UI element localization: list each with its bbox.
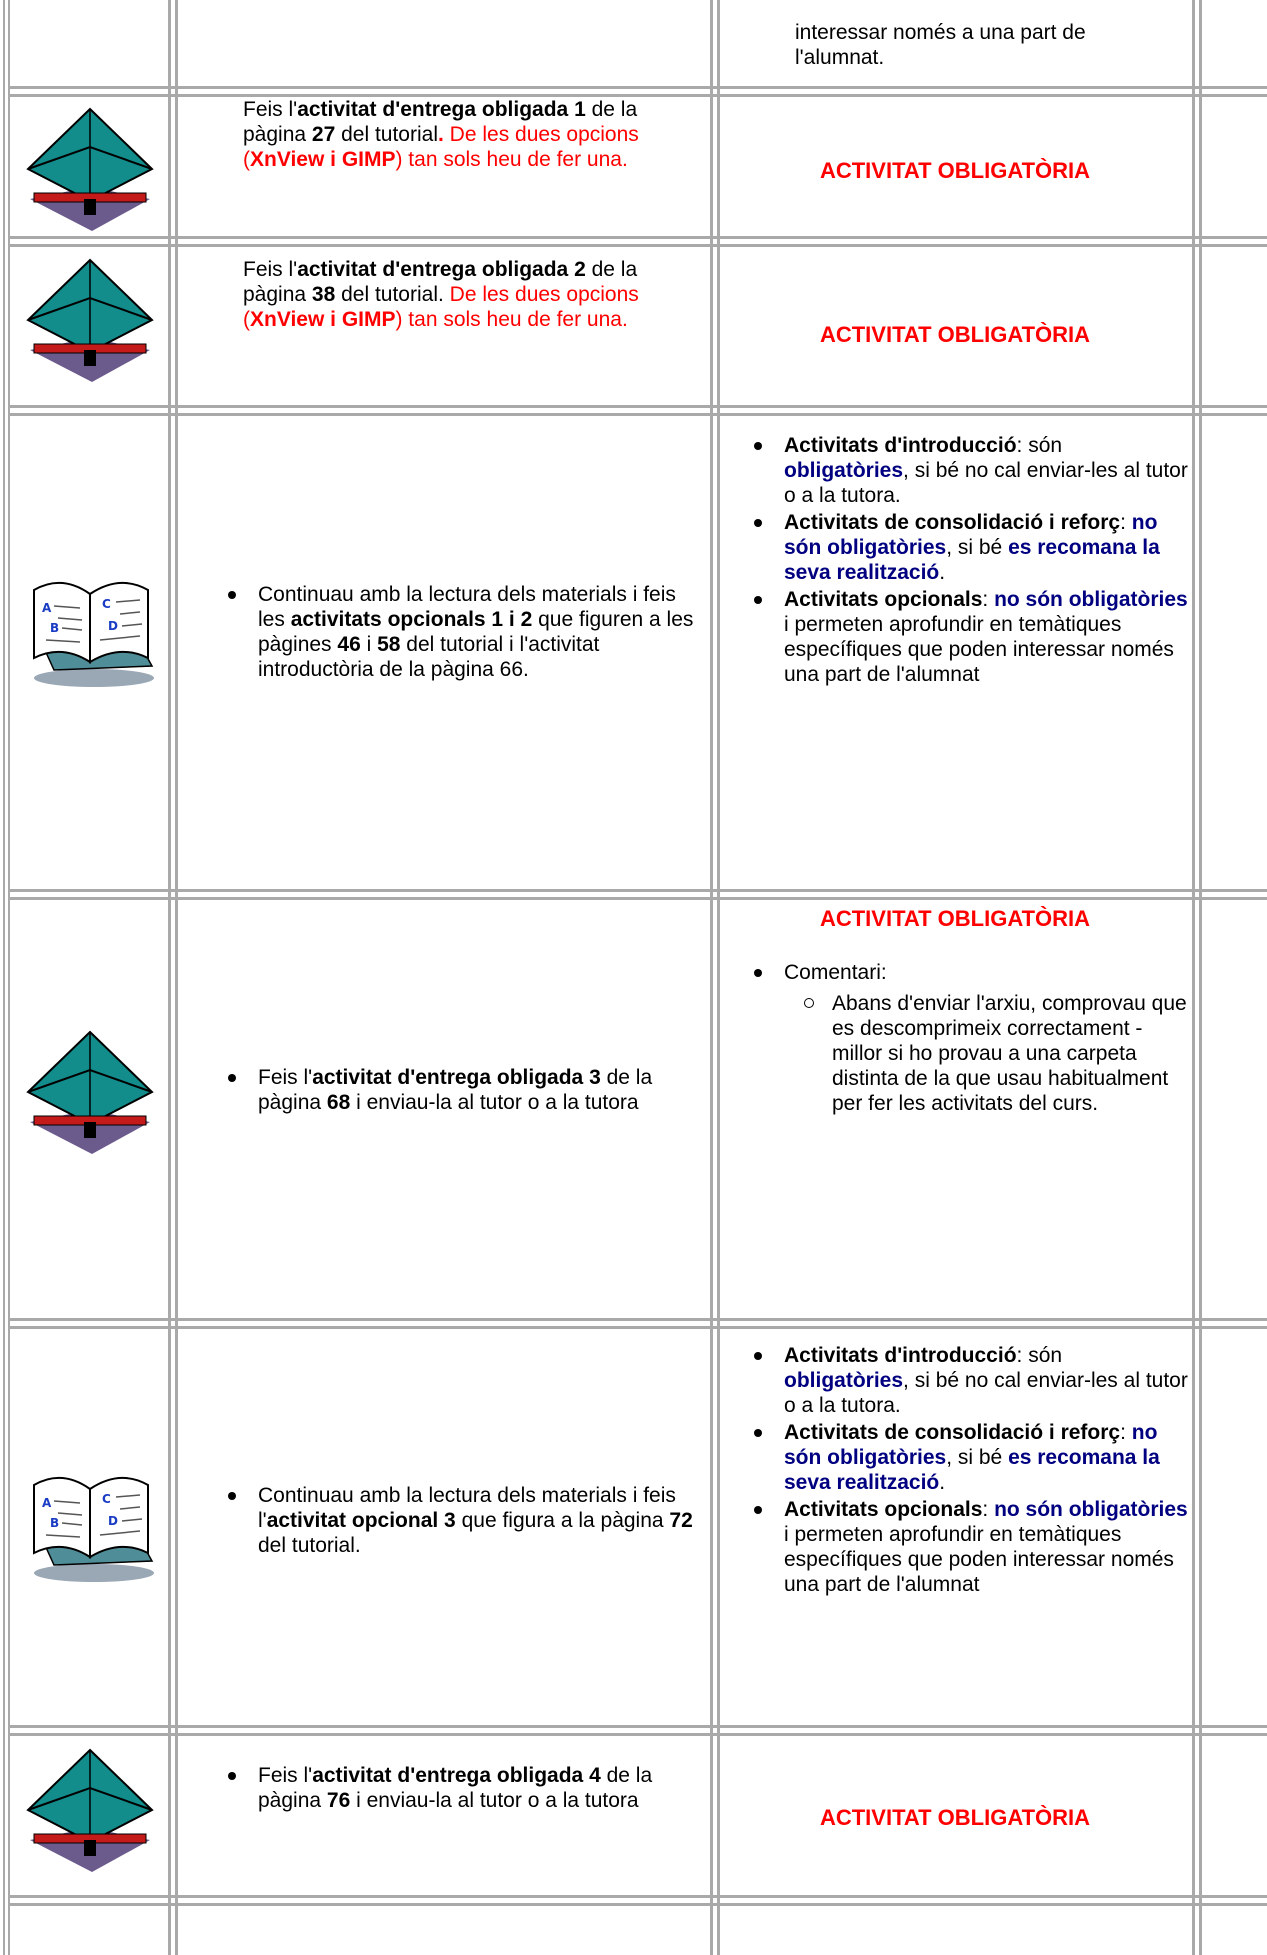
legend-item-intro: Activitats d'introducció: són obligatòries, si bé no cal enviar-les al tutor o a la tutora.: [738, 1343, 1190, 1418]
row0-description: [795, 20, 1185, 70]
page-number: 38: [311, 283, 336, 306]
svg-text:D: D: [108, 619, 118, 633]
row-divider-4: [8, 244, 1267, 247]
row5-description: [212, 1483, 702, 1558]
legend-item-consolidation: Activitats de consolidació i reforç: no són obligatòries, si bé es recomana la seva realització.: [738, 510, 1190, 585]
row-divider-3: [8, 236, 1267, 239]
row-divider-9: [8, 1318, 1267, 1321]
row3-activity-legend: [738, 433, 1190, 687]
svg-text:A: A: [42, 601, 52, 615]
svg-text:C: C: [102, 597, 111, 611]
svg-text:D: D: [108, 1514, 118, 1528]
row6-status-badge: ACTIVITAT OBLIGATÒRIA: [819, 1805, 1091, 1830]
row-divider-8: [8, 897, 1267, 900]
column-divider-4: [717, 0, 720, 1955]
svg-text:B: B: [50, 1516, 60, 1530]
row4-comment: [738, 960, 1190, 1116]
mail-send-icon: [20, 258, 160, 383]
row1-status-badge: ACTIVITAT OBLIGATÒRIA: [819, 158, 1091, 183]
row1-description: Feis l'activitat d'entrega obligada 1 de la pàgina 27 del tutorial. De les dues opcions (XnView i GIMP) tan sols heu de fer una.: [243, 98, 639, 171]
column-divider-5: [1192, 0, 1195, 1955]
column-divider-3: [710, 0, 713, 1955]
svg-text:C: C: [102, 1492, 111, 1506]
column-divider-2: [175, 0, 178, 1955]
row-divider-1: [8, 86, 1267, 89]
list-item: Feis l'activitat d'entrega obligada 3 de la pàgina 68 i enviau-la al tutor o a la tutora: [212, 1065, 702, 1115]
row2-description: Feis l'activitat d'entrega obligada 2 de la pàgina 38 del tutorial. De les dues opcions (XnView i GIMP) tan sols heu de fer una.: [243, 258, 639, 331]
legend-item-intro: Activitats d'introducció: són obligatòries, si bé no cal enviar-les al tutor o a la tutora.: [738, 433, 1190, 508]
row-divider-6: [8, 413, 1267, 416]
row-divider-14: [8, 1903, 1267, 1906]
mail-send-icon: [20, 1748, 160, 1873]
list-item: Continuau amb la lectura dels materials i feis les activitats opcionals 1 i 2 que figuren a les pàgines 46 i 58 del tutorial i l'activitat introductòria de la pàgina 66.: [212, 582, 702, 682]
options-note: De les dues opcions (: [243, 283, 639, 331]
activity-name: activitat d'entrega obligada 2: [297, 258, 586, 281]
activity-name: activitat d'entrega obligada 1: [297, 98, 586, 121]
row5-activity-legend: [738, 1343, 1190, 1597]
legend-item-consolidation: Activitats de consolidació i reforç: no són obligatòries, si bé es recomana la seva realització.: [738, 1420, 1190, 1495]
row-divider-10: [8, 1326, 1267, 1329]
column-divider-1: [168, 0, 171, 1955]
row4-description: [212, 1065, 702, 1115]
row4-status-badge: ACTIVITAT OBLIGATÒRIA: [819, 906, 1091, 931]
mail-send-icon: [20, 1030, 160, 1155]
open-book-icon: [24, 570, 158, 690]
list-item: Feis l'activitat d'entrega obligada 4 de la pàgina 76 i enviau-la al tutor o a la tutora: [212, 1763, 702, 1813]
row3-description: [212, 582, 702, 682]
table-border-left-inner: [8, 0, 10, 1955]
svg-text:A: A: [42, 1496, 52, 1510]
svg-text:B: B: [50, 621, 60, 635]
row0-line1: interessar només a una part de: [795, 21, 1086, 44]
row-divider-13: [8, 1895, 1267, 1898]
table-border-left-outer: [3, 0, 5, 1955]
comment-text: Abans d'enviar l'arxiu, comprovau que es descomprimeix correctament -millor si ho provau a una carpeta distinta de la que usau habitualment per fer les activitats del curs.: [784, 991, 1190, 1116]
row6-description: [212, 1763, 702, 1813]
row-divider-7: [8, 889, 1267, 892]
column-divider-6: [1199, 0, 1202, 1955]
legend-item-optional: Activitats opcionals: no són obligatòries i permeten aprofundir en temàtiques específiques que poden interessar només una part de l'alumnat: [738, 587, 1190, 687]
row-divider-11: [8, 1725, 1267, 1728]
open-book-icon: [24, 1465, 158, 1585]
mail-send-icon: [20, 107, 160, 232]
comment-item: Comentari: Abans d'enviar l'arxiu, comprovau que es descomprimeix correctament -millor si ho provau a una carpeta distinta de la que usau habitualment per fer les activitats del curs.: [738, 960, 1190, 1116]
page-number: 27: [311, 123, 336, 146]
row-divider-5: [8, 405, 1267, 408]
legend-item-optional: Activitats opcionals: no són obligatòries i permeten aprofundir en temàtiques específiques que poden interessar només una part de l'alumnat: [738, 1497, 1190, 1597]
list-item: Continuau amb la lectura dels materials i feis l'activitat opcional 3 que figura a la pàgina 72 del tutorial.: [212, 1483, 702, 1558]
row2-status-badge: ACTIVITAT OBLIGATÒRIA: [819, 322, 1091, 347]
options-note: De les dues opcions (: [243, 123, 639, 171]
row0-line2: l'alumnat.: [795, 46, 885, 69]
row-divider-12: [8, 1733, 1267, 1736]
